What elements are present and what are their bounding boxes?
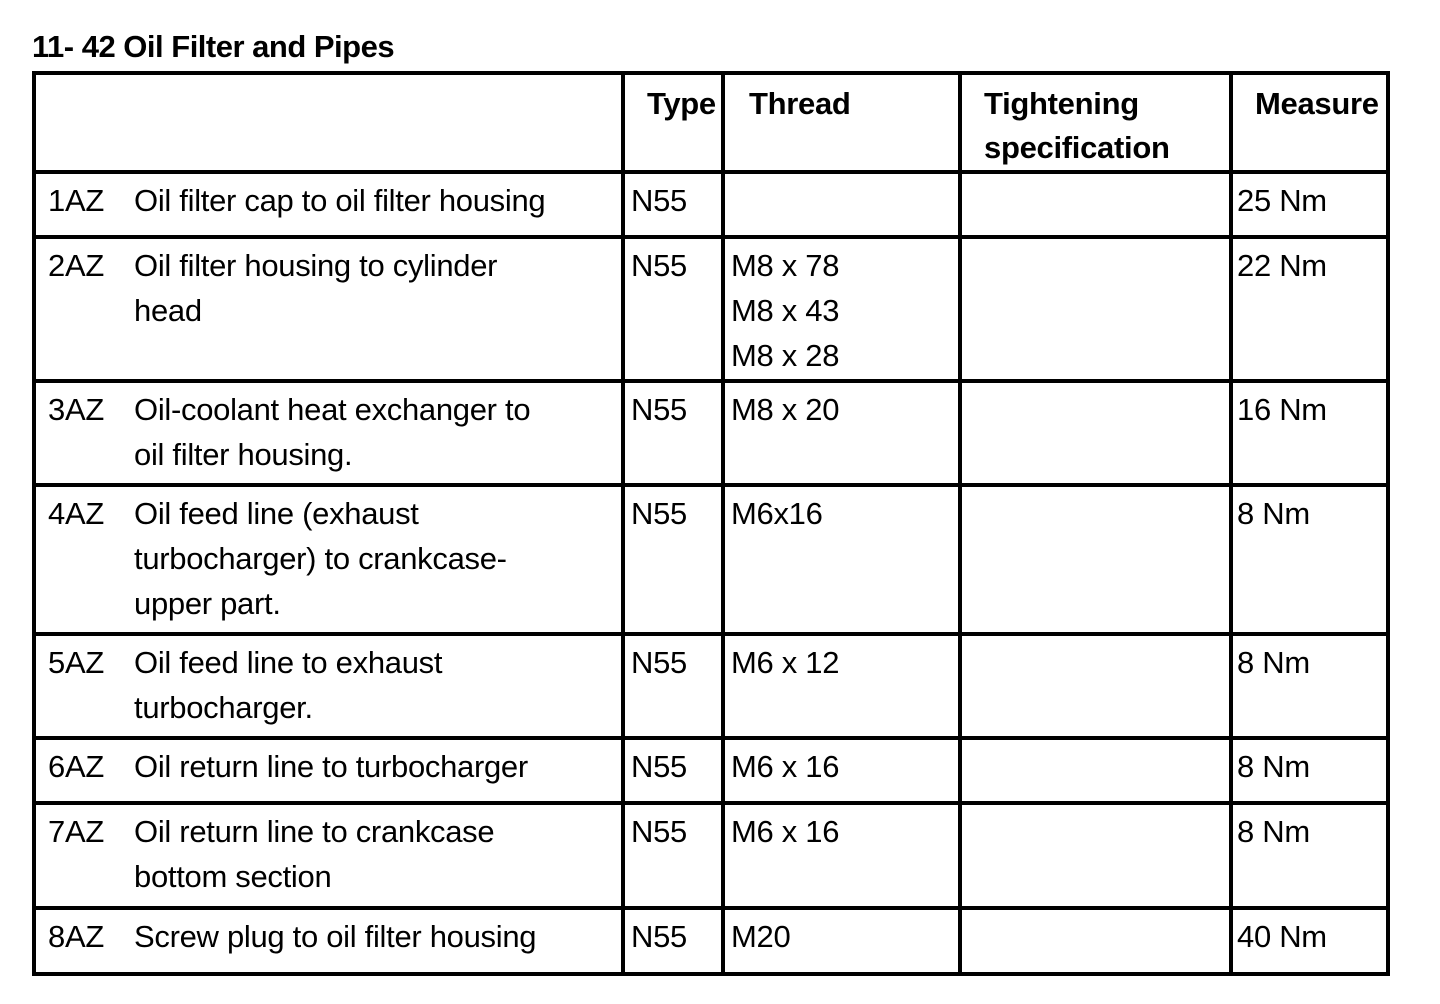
tightening-cell: [960, 237, 1231, 381]
torque-value: 16 Nm: [1237, 392, 1327, 427]
description-line: Oil return line to turbocharger: [134, 749, 528, 784]
measure-cell: [1231, 172, 1388, 237]
description-line: upper part.: [134, 586, 281, 621]
measure-cell: [1231, 634, 1388, 738]
thread-size: M20: [731, 919, 791, 954]
table-row: [34, 485, 1388, 634]
description-line: turbocharger.: [134, 690, 313, 725]
description-cell: [34, 381, 623, 485]
item-code: 2AZ: [48, 248, 104, 283]
header-measure: [1231, 73, 1388, 172]
thread-size: M6 x 16: [731, 749, 840, 784]
torque-value: 25 Nm: [1237, 183, 1327, 218]
tightening-spec: [962, 740, 1229, 744]
item-code: 1AZ: [48, 183, 104, 218]
header-measure-label: Measure: [1255, 86, 1379, 121]
table-row: [34, 634, 1388, 738]
thread-cell: [723, 172, 960, 237]
description-cell: [34, 172, 623, 237]
type-cell: [623, 908, 723, 974]
header-type-label: Type: [647, 86, 716, 121]
item-description: [134, 640, 621, 730]
thread-size: M6 x 12: [731, 645, 840, 680]
header-tightening-line2: specification: [984, 130, 1170, 165]
tightening-spec: [962, 239, 1229, 243]
thread-size: M8 x 78: [731, 248, 840, 283]
item-code: 8AZ: [48, 919, 104, 954]
tightening-spec: [962, 636, 1229, 640]
tightening-cell: [960, 634, 1231, 738]
header-row: [34, 73, 1388, 172]
description-line: turbocharger) to crankcase-: [134, 541, 507, 576]
description-cell: [34, 485, 623, 634]
tightening-cell: [960, 908, 1231, 974]
torque-value: 8 Nm: [1237, 749, 1310, 784]
engine-type: N55: [631, 814, 687, 849]
type-cell: [623, 634, 723, 738]
item-code: 3AZ: [48, 392, 104, 427]
header-description: [34, 73, 623, 172]
tightening-spec: [962, 805, 1229, 809]
description-line: Oil filter cap to oil filter housing: [134, 183, 546, 218]
tightening-spec: [962, 174, 1229, 178]
item-description: [134, 491, 621, 626]
description-line: Screw plug to oil filter housing: [134, 919, 537, 954]
thread-cell: [723, 634, 960, 738]
header-tightening-line1: Tightening: [984, 86, 1139, 121]
thread-size: M8 x 20: [731, 392, 840, 427]
description-cell: [34, 237, 623, 381]
engine-type: N55: [631, 749, 687, 784]
description-line: Oil feed line to exhaust: [134, 645, 443, 680]
description-line: Oil return line to crankcase: [134, 814, 495, 849]
engine-type: N55: [631, 919, 687, 954]
description-cell: [34, 738, 623, 803]
torque-value: 8 Nm: [1237, 645, 1310, 680]
torque-value: 8 Nm: [1237, 496, 1310, 531]
measure-cell: [1231, 237, 1388, 381]
table-row: [34, 381, 1388, 485]
item-description: [134, 914, 621, 959]
torque-value: 22 Nm: [1237, 248, 1327, 283]
thread-cell: [723, 485, 960, 634]
item-code: 6AZ: [48, 749, 104, 784]
torque-spec-table: [32, 71, 1390, 976]
type-cell: [623, 381, 723, 485]
description-cell: [34, 803, 623, 908]
engine-type: N55: [631, 392, 687, 427]
description-line: Oil filter housing to cylinder: [134, 248, 498, 283]
table-row: [34, 908, 1388, 974]
table-row: [34, 172, 1388, 237]
tightening-cell: [960, 381, 1231, 485]
engine-type: N55: [631, 248, 687, 283]
thread-cell: [723, 908, 960, 974]
engine-type: N55: [631, 496, 687, 531]
tightening-spec: [962, 487, 1229, 491]
description-line: bottom section: [134, 859, 332, 894]
thread-size: M8 x 43: [731, 293, 840, 328]
thread-size: M8 x 28: [731, 338, 840, 373]
measure-cell: [1231, 803, 1388, 908]
tightening-cell: [960, 803, 1231, 908]
item-description: [134, 744, 621, 789]
item-code: 5AZ: [48, 645, 104, 680]
item-code: 7AZ: [48, 814, 104, 849]
tightening-cell: [960, 485, 1231, 634]
tightening-cell: [960, 172, 1231, 237]
engine-type: N55: [631, 183, 687, 218]
description-line: oil filter housing.: [134, 437, 353, 472]
engine-type: N55: [631, 645, 687, 680]
type-cell: [623, 803, 723, 908]
description-cell: [34, 908, 623, 974]
header-tightening: [960, 73, 1231, 172]
description-line: Oil feed line (exhaust: [134, 496, 419, 531]
item-description: [134, 387, 621, 477]
header-thread: [723, 73, 960, 172]
measure-cell: [1231, 381, 1388, 485]
item-description: [134, 243, 621, 333]
type-cell: [623, 237, 723, 381]
type-cell: [623, 172, 723, 237]
type-cell: [623, 738, 723, 803]
thread-size: M6 x 16: [731, 814, 840, 849]
item-description: [134, 178, 621, 223]
tightening-cell: [960, 738, 1231, 803]
torque-value: 8 Nm: [1237, 814, 1310, 849]
table-row: [34, 237, 1388, 381]
table-row: [34, 803, 1388, 908]
item-code: 4AZ: [48, 496, 104, 531]
item-description: [134, 809, 621, 899]
description-line: Oil-coolant heat exchanger to: [134, 392, 531, 427]
header-type: [623, 73, 723, 172]
description-line: head: [134, 293, 202, 328]
page-title: 11- 42 Oil Filter and Pipes: [32, 29, 395, 64]
thread-size: M6x16: [731, 496, 823, 531]
tightening-spec: [962, 910, 1229, 914]
torque-value: 40 Nm: [1237, 919, 1327, 954]
measure-cell: [1231, 485, 1388, 634]
measure-cell: [1231, 738, 1388, 803]
description-cell: [34, 634, 623, 738]
thread-cell: [723, 381, 960, 485]
measure-cell: [1231, 908, 1388, 974]
thread-cell: [723, 237, 960, 381]
thread-cell: [723, 803, 960, 908]
table-row: [34, 738, 1388, 803]
type-cell: [623, 485, 723, 634]
thread-cell: [723, 738, 960, 803]
tightening-spec: [962, 383, 1229, 387]
header-thread-label: Thread: [749, 86, 851, 121]
